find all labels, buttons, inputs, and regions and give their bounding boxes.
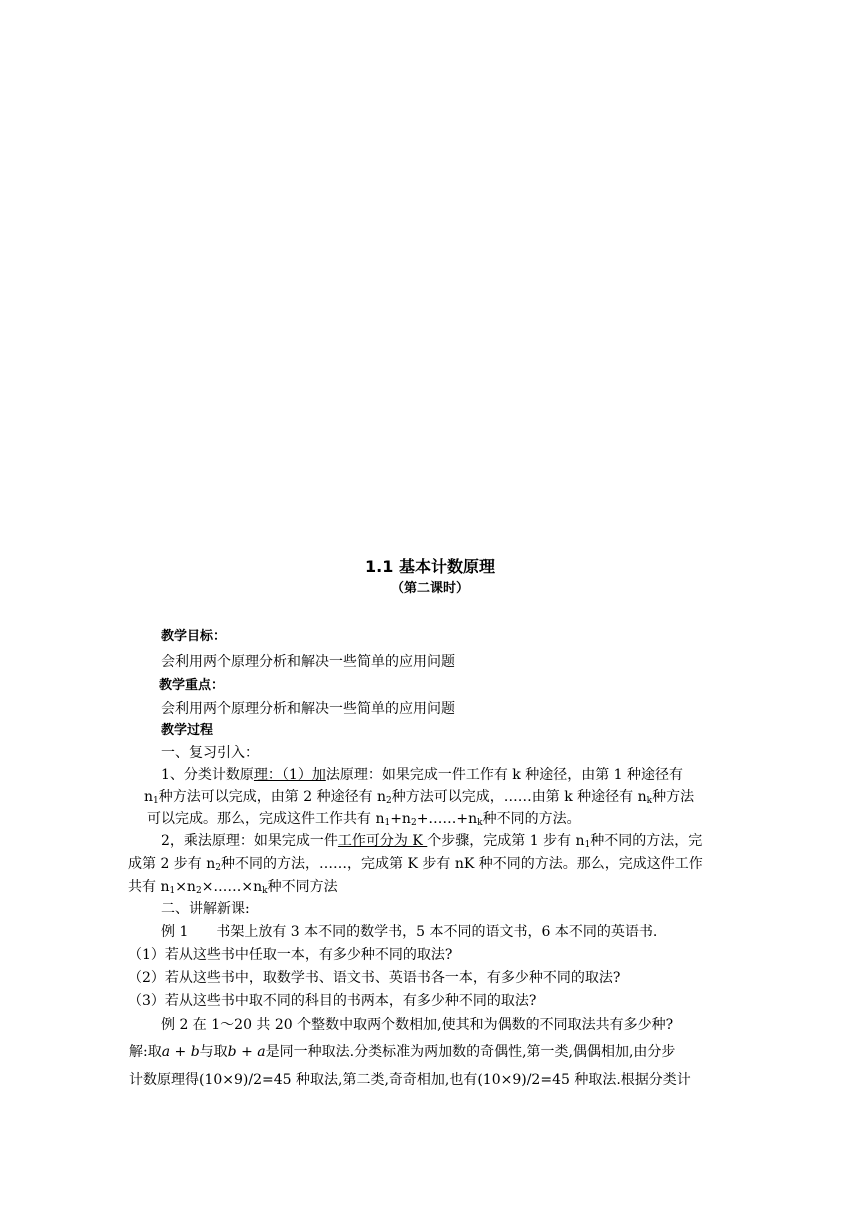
key-text: 会利用两个原理分析和解决一些简单的应用问题	[161, 701, 455, 717]
text-span: 个步骤，完成第 1 步有 n	[427, 833, 585, 849]
text-span: ×……×n	[201, 879, 263, 895]
text-span: 2，乘法原理：如果完成一件	[161, 833, 338, 849]
document-subtitle: （第二课时）	[390, 581, 469, 596]
question-1: （1）若从这些书中任取一本，有多少种不同的取法?	[128, 947, 453, 963]
subscript: 1	[153, 796, 159, 806]
subscript: 1	[169, 886, 176, 896]
principle1-line1	[161, 765, 683, 785]
subscript: 2	[195, 886, 202, 896]
principle1-line1-underlined: 理：（1）加	[253, 767, 326, 783]
math-expression: a + b	[161, 1044, 200, 1060]
subscript: 1	[584, 840, 591, 850]
text-span: 可以完成。那么，完成这件工作共有 n	[147, 811, 385, 827]
text-span: 种不同的方法。	[482, 811, 581, 827]
solution-line1	[129, 1042, 675, 1062]
math-expression: b + a	[227, 1044, 266, 1060]
text-span: n	[144, 789, 154, 805]
text-span: 成第 2 步有 n	[128, 856, 216, 872]
document-title: 1.1 基本计数原理	[365, 557, 495, 576]
text-span: 种不同方法	[267, 879, 338, 895]
goal-heading: 教学目标：	[161, 629, 227, 644]
subscript: 1	[384, 818, 391, 828]
subscript: 2	[410, 818, 417, 828]
principle2-line3	[128, 877, 338, 897]
principle2-underlined: 工作可分为 K	[337, 833, 428, 849]
subscript: k	[262, 886, 268, 896]
text-span: 解:取	[129, 1044, 162, 1060]
principle1-line2	[144, 787, 694, 807]
subscript: 2	[386, 796, 392, 806]
text-span: +n	[390, 811, 411, 827]
subscript: 2	[215, 863, 222, 873]
goal-text: 会利用两个原理分析和解决一些简单的应用问题	[161, 654, 455, 670]
text-span: ×n	[175, 879, 196, 895]
text-span: 共有 n	[128, 879, 170, 895]
process-heading: 教学过程	[161, 723, 214, 738]
text-span: 种方法可以完成，由第 2 种途径有 n	[158, 789, 387, 805]
principle2-line2	[128, 854, 703, 874]
principle2-line1	[161, 831, 702, 851]
text-span: 种不同的方法，完	[590, 833, 703, 849]
new-lesson-heading: 二、讲解新课:	[161, 901, 250, 917]
key-heading: 教学重点：	[159, 678, 225, 693]
principle1-line1-a: 1、分类计数原	[161, 767, 254, 783]
example1: 例 1 书架上放有 3 本不同的数学书，5 本不同的语文书，6 本不同的英语书.	[161, 924, 658, 940]
solution-line2: 计数原理得(10×9)/2=45 种取法,第二类,奇奇相加,也有(10×9)/2=45 种取法.根据分类计	[129, 1072, 691, 1088]
subscript: k	[646, 796, 653, 806]
principle1-line1-b: 法原理：如果完成一件工作有 k 种途径，由第 1 种途径有	[325, 767, 684, 783]
text-span: +……+n	[416, 811, 478, 827]
subscript: k	[477, 818, 483, 828]
text-span: 与取	[199, 1044, 228, 1060]
text-span: 种不同的方法，……，完成第 K 步有 nK 种不同的方法。那么，完成这件工作	[221, 856, 703, 872]
text-span: 种方法	[652, 789, 695, 805]
question-2: （2）若从这些书中，取数学书、语文书、英语书各一本，有多少种不同的取法?	[128, 970, 621, 986]
text-span: 种方法可以完成，……由第 k 种途径有 n	[391, 789, 647, 805]
principle1-line3	[147, 809, 581, 829]
question-3: （3）若从这些书中取不同的科目的书两本，有多少种不同的取法?	[128, 993, 537, 1009]
review-heading: 一、复习引入：	[161, 745, 259, 761]
example2: 例 2 在 1～20 共 20 个整数中取两个数相加,使其和为偶数的不同取法共有多少种?	[161, 1017, 674, 1033]
text-span: 是同一种取法.分类标准为两加数的奇偶性,第一类,偶偶相加,由分步	[265, 1044, 676, 1060]
